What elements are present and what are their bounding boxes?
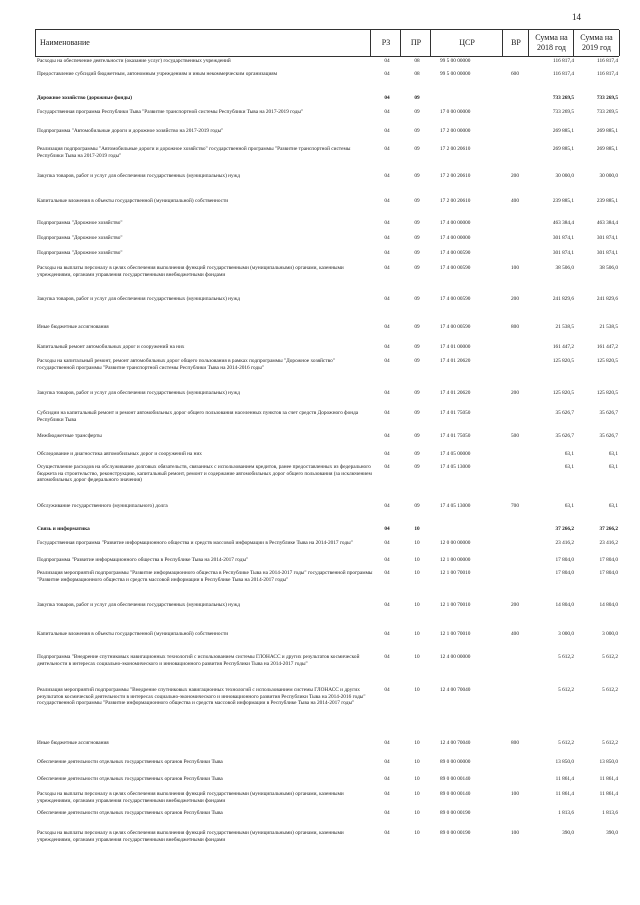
- row-name: Закупка товаров, работ и услуг для обеспечения государственных (муниципальных) нужд: [37, 602, 240, 608]
- row-rz: 04: [384, 324, 390, 330]
- row-sum-2019: 733 269,5: [596, 109, 618, 115]
- row-vr: 200: [511, 602, 519, 608]
- row-csr: 17 2 00 20610: [440, 146, 471, 152]
- row-sum-2019: 63,1: [608, 503, 618, 509]
- row-sum-2018: 3 000,0: [558, 631, 574, 637]
- row-name: Осуществление расходов на обслуживание долговых обязательств, связанных с использованием кредитов, ранее предоставленных из федерального бюджета на строительство, реконструкцию, капитальный ремонт, ремонт и содержание автомобильных дорог общего пользования (за исключением автомобильных дорог федерального значения): [37, 464, 372, 484]
- row-csr: 17 4 00 00000: [440, 235, 471, 241]
- row-name: Реализация мероприятий подпрограммы "Развитие информационного общества в Республике Тыва на 2014-2017 годы" государственной программы "Развитие информационного общества и средств массовой информации в Республике Тыва на 2014-2017 годы": [37, 570, 373, 583]
- row-csr: 17 4 00 00590: [440, 324, 471, 330]
- row-csr: 17 4 01 20620: [440, 390, 471, 396]
- header-pr: ПР: [400, 30, 431, 56]
- row-sum-2019: 30 000,0: [599, 173, 618, 179]
- row-pr: 09: [414, 296, 420, 302]
- row-vr: 100: [511, 830, 519, 836]
- row-vr: 700: [511, 503, 519, 509]
- row-csr: 17 4 00 00590: [440, 296, 471, 302]
- row-csr: 89 0 00 00140: [440, 791, 471, 797]
- row-csr: 12 1 00 70010: [440, 570, 471, 576]
- row-pr: 10: [414, 557, 420, 563]
- row-csr: 12 0 00 00000: [440, 540, 471, 546]
- row-sum-2019: 13 850,0: [599, 759, 618, 765]
- row-pr: 09: [414, 235, 420, 241]
- row-rz: 04: [384, 830, 390, 836]
- row-pr: 10: [414, 740, 420, 746]
- row-rz: 04: [384, 250, 390, 256]
- row-pr: 09: [414, 198, 420, 204]
- row-sum-2018: 239 885,1: [552, 198, 574, 204]
- row-rz: 04: [384, 570, 390, 576]
- row-vr: 400: [511, 198, 519, 204]
- row-rz: 04: [384, 410, 390, 416]
- row-name: Капитальные вложения в объекты государственной (муниципальной) собственности: [37, 631, 229, 637]
- row-sum-2018: 1 813,6: [558, 810, 574, 816]
- row-name: Подпрограмма "Автомобильные дороги и дорожное хозяйство на 2017-2019 годы": [37, 128, 224, 134]
- row-csr: 17 4 00 00590: [440, 250, 471, 256]
- row-csr: 17 4 05 13000: [440, 464, 471, 470]
- row-sum-2019: 116 817,4: [597, 71, 618, 77]
- row-pr: 10: [414, 759, 420, 765]
- row-name: Предоставление субсидий бюджетным, автономным учреждениям и иным некоммерческим организациям: [37, 71, 278, 77]
- row-pr: 10: [414, 830, 420, 836]
- row-pr: 09: [414, 95, 420, 101]
- row-rz: 04: [384, 759, 390, 765]
- row-rz: 04: [384, 296, 390, 302]
- row-pr: 09: [414, 390, 420, 396]
- header-rz: РЗ: [370, 30, 401, 56]
- row-vr: 100: [511, 791, 519, 797]
- row-name: Подпрограмма "Дорожное хозяйство": [37, 235, 123, 241]
- row-sum-2018: 38 506,0: [555, 265, 574, 271]
- header-sum-2018: Сумма на 2018 год: [528, 30, 574, 56]
- row-name: Реализация подпрограммы "Автомобильные дороги и дорожное хозяйство" государственной программы "Развитие транспортной системы Республики Тыва на 2017-2019 годы": [37, 146, 351, 159]
- row-pr: 10: [414, 791, 420, 797]
- row-sum-2019: 125 820,5: [596, 390, 618, 396]
- row-sum-2019: 239 885,1: [596, 198, 618, 204]
- row-pr: 09: [414, 451, 420, 457]
- header-csr: ЦСР: [430, 30, 503, 56]
- row-pr: 10: [414, 540, 420, 546]
- row-sum-2018: 11 861,4: [555, 791, 574, 797]
- row-pr: 09: [414, 265, 420, 271]
- row-vr: 200: [511, 173, 519, 179]
- row-name: Дорожное хозяйство (дорожные фонды): [37, 95, 133, 101]
- row-pr: 10: [414, 687, 420, 693]
- row-sum-2019: 63,1: [608, 464, 618, 470]
- row-sum-2018: 301 874,1: [552, 250, 574, 256]
- row-sum-2019: 1 813,6: [602, 810, 618, 816]
- row-pr: 09: [414, 128, 420, 134]
- row-name: Государственная программа Республики Тыва "Развитие транспортной системы Республики Тыва на 2017-2019 годы": [37, 109, 304, 115]
- row-vr: 200: [511, 390, 519, 396]
- row-name: Закупка товаров, работ и услуг для обеспечения государственных (муниципальных) нужд: [37, 296, 240, 302]
- row-sum-2018: 17 804,0: [555, 557, 574, 563]
- row-name: Капитальный ремонт автомобильных дорог и сооружений на них: [37, 344, 185, 350]
- row-sum-2019: 301 874,1: [596, 250, 618, 256]
- row-csr: 17 2 00 20610: [440, 173, 471, 179]
- row-vr: 600: [511, 71, 519, 77]
- row-name: Подпрограмма "Дорожное хозяйство": [37, 220, 123, 226]
- row-rz: 04: [384, 654, 390, 660]
- row-pr: 09: [414, 358, 420, 364]
- row-rz: 04: [384, 235, 390, 241]
- row-csr: 12 1 00 00000: [440, 557, 471, 563]
- row-rz: 04: [384, 602, 390, 608]
- row-name: Капитальные вложения в объекты государственной (муниципальной) собственности: [37, 198, 229, 204]
- row-sum-2018: 35 626,7: [555, 410, 574, 416]
- row-sum-2018: 11 861,4: [555, 776, 574, 782]
- row-name: Субсидии на капитальный ремонт и ремонт автомобильных дорог общего пользования населенных пунктов за счет средств Дорожного фонда Республики Тыва: [37, 410, 359, 423]
- row-sum-2018: 23 416,2: [555, 540, 574, 546]
- row-sum-2018: 161 447,2: [552, 344, 574, 350]
- row-csr: 17 4 01 00000: [440, 344, 471, 350]
- row-csr: 12 1 00 70010: [440, 631, 471, 637]
- row-pr: 09: [414, 433, 420, 439]
- row-rz: 04: [384, 464, 390, 470]
- row-csr: 12 4 00 00000: [440, 654, 471, 660]
- row-sum-2019: 11 861,4: [599, 791, 618, 797]
- row-pr: 09: [414, 503, 420, 509]
- row-sum-2018: 463 384,4: [552, 220, 574, 226]
- row-name: Подпрограмма "Дорожное хозяйство": [37, 250, 123, 256]
- row-sum-2018: 35 626,7: [555, 433, 574, 439]
- row-pr: 08: [414, 58, 420, 64]
- row-csr: 89 0 00 00190: [440, 810, 471, 816]
- row-pr: 09: [414, 220, 420, 226]
- row-sum-2018: 63,1: [564, 503, 574, 509]
- row-sum-2018: 5 612,2: [558, 654, 574, 660]
- row-csr: 99 5 00 00000: [440, 71, 471, 77]
- row-sum-2018: 390,0: [562, 830, 574, 836]
- row-sum-2018: 5 612,2: [558, 687, 574, 693]
- row-pr: 09: [414, 410, 420, 416]
- row-vr: 400: [511, 631, 519, 637]
- row-rz: 04: [384, 344, 390, 350]
- row-pr: 09: [414, 324, 420, 330]
- row-pr: 09: [414, 109, 420, 115]
- row-sum-2018: 30 000,0: [555, 173, 574, 179]
- row-name: Реализация мероприятий подпрограммы "Внедрение спутниковых навигационных технологий с использованием системы ГЛОНАСС и других результатов космической деятельности в интересах социально-экономического и инновационного развития Республики Тыва на 2014-2016 годы" государственной программы "Развитие информационного общества и средств массовой информации в Республике Тыва на 2014-2017 годы": [37, 687, 366, 707]
- row-sum-2019: 125 820,5: [596, 358, 618, 364]
- row-sum-2019: 17 804,0: [599, 570, 618, 576]
- row-csr: 17 4 01 75050: [440, 410, 471, 416]
- row-name: Обеспечение деятельности отдельных государственных органов Республики Тыва: [37, 810, 223, 816]
- row-pr: 09: [414, 250, 420, 256]
- row-sum-2019: 17 804,0: [599, 557, 618, 563]
- row-name: Расходы на выплаты персоналу в целях обеспечения выполнения функций государственными (муниципальными) органами, казенными учреждениями, органами управления государственными внебюджетными фондами: [37, 265, 344, 278]
- row-sum-2018: 125 820,5: [552, 358, 574, 364]
- row-sum-2019: 269 885,1: [596, 128, 618, 134]
- row-rz: 04: [384, 198, 390, 204]
- row-sum-2018: 13 850,0: [555, 759, 574, 765]
- row-rz: 04: [384, 220, 390, 226]
- row-rz: 04: [384, 557, 390, 563]
- row-csr: 12 4 00 70040: [440, 740, 471, 746]
- budget-table: [35, 29, 619, 843]
- row-sum-2019: 116 817,4: [597, 58, 618, 64]
- row-csr: 17 4 00 00590: [440, 265, 471, 271]
- row-pr: 10: [414, 810, 420, 816]
- row-sum-2018: 5 612,2: [558, 740, 574, 746]
- row-rz: 04: [384, 526, 390, 532]
- row-name: Иные бюджетные ассигнования: [37, 324, 109, 330]
- row-sum-2019: 733 269,5: [596, 95, 618, 101]
- row-sum-2018: 17 804,0: [555, 570, 574, 576]
- row-csr: 17 0 00 00000: [440, 109, 471, 115]
- row-csr: 89 0 00 00140: [440, 776, 471, 782]
- row-sum-2019: 23 416,2: [599, 540, 618, 546]
- row-rz: 04: [384, 173, 390, 179]
- row-sum-2018: 14 804,0: [555, 602, 574, 608]
- header-name: Наименование: [35, 30, 375, 56]
- row-rz: 04: [384, 95, 390, 101]
- row-rz: 04: [384, 146, 390, 152]
- row-rz: 04: [384, 810, 390, 816]
- row-csr: 17 4 00 00000: [440, 220, 471, 226]
- header-vr: ВР: [502, 30, 529, 56]
- row-csr: 89 0 00 00190: [440, 830, 471, 836]
- row-rz: 04: [384, 71, 390, 77]
- row-rz: 04: [384, 631, 390, 637]
- row-sum-2019: 14 804,0: [599, 602, 618, 608]
- row-sum-2019: 3 000,0: [602, 631, 618, 637]
- row-pr: 10: [414, 776, 420, 782]
- row-pr: 10: [414, 526, 420, 532]
- row-sum-2018: 301 874,1: [552, 235, 574, 241]
- header-sum-2019: Сумма на 2019 год: [573, 30, 620, 56]
- row-sum-2018: 733 269,5: [552, 95, 574, 101]
- row-csr: 17 2 00 00000: [440, 128, 471, 134]
- row-name: Расходы на обеспечение деятельности (оказание услуг) государственных учреждений: [37, 58, 231, 64]
- row-name: Расходы на капитальный ремонт, ремонт автомобильных дорог общего пользования в рамках подпрограммы "Дорожное хозяйство" государственной программы "Развитие транспортной системы Республики Тыва на 2014-2016 годы": [37, 358, 335, 371]
- row-name: Иные бюджетные ассигнования: [37, 740, 109, 746]
- row-sum-2018: 63,1: [564, 451, 574, 457]
- row-name: Подпрограмма "Внедрение спутниковых навигационных технологий с использованием системы ГЛОНАСС и других результатов космической деятельности в интересах социально-экономического и инновационного развития Республики Тыва на 2014-2017 годы": [37, 654, 360, 667]
- row-csr: 17 4 05 13000: [440, 503, 471, 509]
- row-sum-2019: 269 885,1: [596, 146, 618, 152]
- row-rz: 04: [384, 433, 390, 439]
- row-sum-2018: 269 885,1: [552, 128, 574, 134]
- row-name: Закупка товаров, работ и услуг для обеспечения государственных (муниципальных) нужд: [37, 390, 240, 396]
- row-sum-2018: 269 885,1: [552, 146, 574, 152]
- row-sum-2019: 241 829,6: [596, 296, 618, 302]
- table-header: [35, 29, 619, 57]
- row-name: Обследование и диагностика автомобильных дорог и сооружений на них: [37, 451, 202, 457]
- row-name: Обеспечение деятельности отдельных государственных органов Республики Тыва: [37, 776, 223, 782]
- row-sum-2019: 35 626,7: [599, 433, 618, 439]
- row-rz: 04: [384, 776, 390, 782]
- row-csr: 17 4 01 75050: [440, 433, 471, 439]
- row-sum-2018: 125 820,5: [552, 390, 574, 396]
- row-sum-2019: 390,0: [606, 830, 618, 836]
- row-csr: 99 5 00 00000: [440, 58, 471, 64]
- row-sum-2019: 301 874,1: [596, 235, 618, 241]
- row-sum-2019: 63,1: [608, 451, 618, 457]
- row-sum-2019: 5 612,2: [602, 654, 618, 660]
- row-rz: 04: [384, 540, 390, 546]
- row-sum-2018: 116 817,4: [553, 71, 574, 77]
- row-rz: 04: [384, 265, 390, 271]
- row-pr: 10: [414, 570, 420, 576]
- row-sum-2018: 21 538,5: [555, 324, 574, 330]
- row-rz: 04: [384, 128, 390, 134]
- row-sum-2018: 37 266,2: [555, 526, 574, 532]
- row-pr: 08: [414, 71, 420, 77]
- row-csr: 17 2 00 20610: [440, 198, 471, 204]
- row-rz: 04: [384, 358, 390, 364]
- row-csr: 12 1 00 70010: [440, 602, 471, 608]
- row-name: Расходы на выплаты персоналу в целях обеспечения выполнения функций государственными (муниципальными) органами, казенными учреждениями, органами управления государственными внебюджетными фондами: [37, 830, 344, 843]
- row-sum-2018: 116 817,4: [553, 58, 574, 64]
- row-sum-2019: 21 538,5: [599, 324, 618, 330]
- row-sum-2018: 733 269,5: [552, 109, 574, 115]
- row-sum-2019: 11 861,4: [599, 776, 618, 782]
- row-vr: 800: [511, 324, 519, 330]
- row-csr: 89 0 00 00000: [440, 759, 471, 765]
- row-sum-2018: 241 829,6: [552, 296, 574, 302]
- row-sum-2019: 38 506,0: [599, 265, 618, 271]
- row-name: Обслуживание государственного (муниципального) долга: [37, 503, 168, 509]
- row-rz: 04: [384, 390, 390, 396]
- row-vr: 100: [511, 265, 519, 271]
- row-rz: 04: [384, 109, 390, 115]
- row-csr: 17 4 01 20620: [440, 358, 471, 364]
- row-name: Государственная программа "Развитие информационного общества и средств массовой информации в Республике Тыва на 2014-2017 годы": [37, 540, 353, 546]
- row-name: Подпрограмма "Развитие информационного общества в Республике Тыва на 2014-2017 годы": [37, 557, 249, 563]
- row-name: Закупка товаров, работ и услуг для обеспечения государственных (муниципальных) нужд: [37, 173, 240, 179]
- row-rz: 04: [384, 740, 390, 746]
- row-rz: 04: [384, 503, 390, 509]
- row-sum-2018: 63,1: [564, 464, 574, 470]
- row-csr: 12 4 00 70040: [440, 687, 471, 693]
- row-sum-2019: 463 384,4: [596, 220, 618, 226]
- row-name: Связь и информатика: [37, 526, 90, 532]
- row-sum-2019: 161 447,2: [596, 344, 618, 350]
- row-pr: 10: [414, 654, 420, 660]
- row-pr: 10: [414, 602, 420, 608]
- row-pr: 09: [414, 146, 420, 152]
- row-pr: 10: [414, 631, 420, 637]
- row-pr: 09: [414, 344, 420, 350]
- row-name: Расходы на выплаты персоналу в целях обеспечения выполнения функций государственными (муниципальными) органами, казенными учреждениями, органами управления государственными внебюджетными фондами: [37, 791, 344, 804]
- row-vr: 500: [511, 433, 519, 439]
- row-pr: 09: [414, 173, 420, 179]
- row-pr: 09: [414, 464, 420, 470]
- row-vr: 800: [511, 740, 519, 746]
- row-csr: 17 4 05 00000: [440, 451, 471, 457]
- row-vr: 200: [511, 296, 519, 302]
- row-sum-2019: 5 612,2: [602, 687, 618, 693]
- row-sum-2019: 35 626,7: [599, 410, 618, 416]
- page-number: 14: [572, 12, 581, 22]
- row-rz: 04: [384, 791, 390, 797]
- row-name: Обеспечение деятельности отдельных государственных органов Республики Тыва: [37, 759, 223, 765]
- row-sum-2019: 5 612,2: [602, 740, 618, 746]
- row-rz: 04: [384, 58, 390, 64]
- row-rz: 04: [384, 687, 390, 693]
- row-sum-2019: 37 266,2: [599, 526, 618, 532]
- row-name: Межбюджетные трансферты: [37, 433, 102, 439]
- row-rz: 04: [384, 451, 390, 457]
